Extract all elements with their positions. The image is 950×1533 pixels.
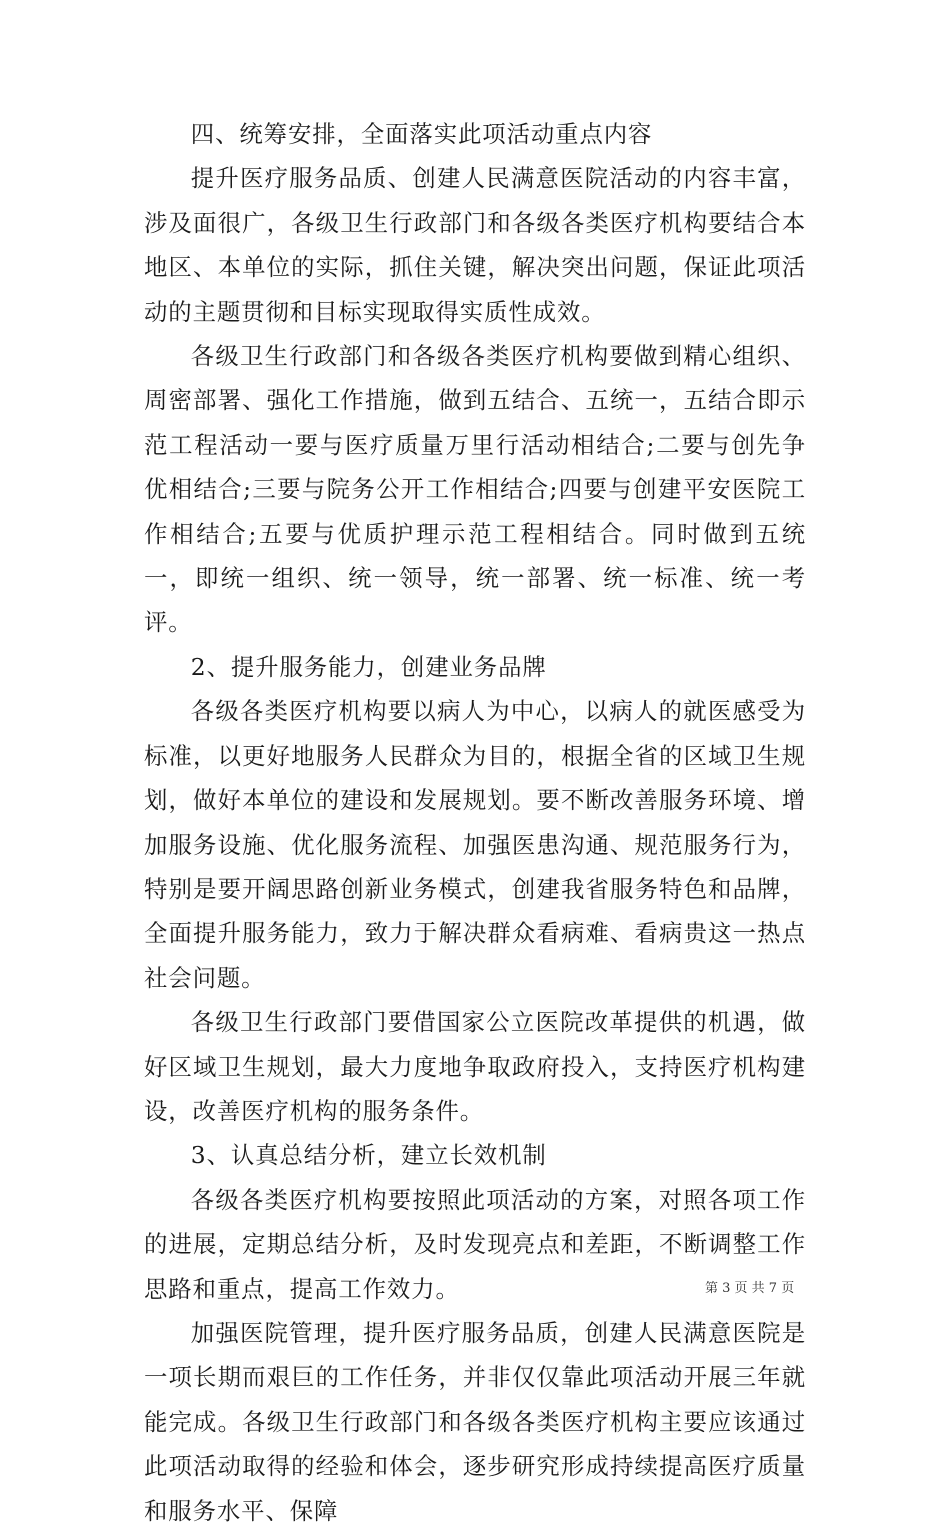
paragraph: 各级各类医疗机构要以病人为中心，以病人的就医感受为标准，以更好地服务人民群众为目的，根据全省的区域卫生规划，做好本单位的建设和发展规划。要不断改善服务环境、增加服务设施、优化服务流程、加强医患沟通、规范服务行为，特别是要开阔思路创新业务模式，创建我省服务特色和品牌，全面提升服务能力，致力于解决群众看病难、看病贵这一热点社会问题。 <box>144 697 806 992</box>
subheading-two: 2、提升服务能力，创建业务品牌 <box>190 652 547 681</box>
paragraph: 提升医疗服务品质、创建人民满意医院活动的内容丰富，涉及面很广，各级卫生行政部门和各级各类医疗机构要结合本地区、本单位的实际，抓住关键，解决突出问题，保证此项活动的主题贯彻和目标实现取得实质性成效。 <box>144 164 806 326</box>
paragraph: 各级卫生行政部门和各级各类医疗机构要做到精心组织、周密部署、强化工作措施，做到五结合、五统一，五结合即示范工程活动一要与医疗质量万里行活动相结合;二要与创先争优相结合;三要与院务公开工作相结合;四要与创建平安医院工作相结合;五要与优质护理示范工程相结合。同时做到五统一，即统一组织、统一领导，统一部署、统一标准、统一考评。 <box>144 342 806 637</box>
document-body <box>144 112 806 1533</box>
paragraph: 各级各类医疗机构要按照此项活动的方案，对照各项工作的进展，定期总结分析，及时发现亮点和差距，不断调整工作思路和重点，提高工作效力。 <box>144 1185 806 1303</box>
section-heading-four: 四、统筹安排，全面落实此项活动重点内容 <box>190 120 653 148</box>
paragraph: 各级卫生行政部门要借国家公立医院改革提供的机遇，做好区域卫生规划，最大力度地争取政府投入，支持医疗机构建设，改善医疗机构的服务条件。 <box>144 1008 806 1125</box>
page-number-footer: 第 3 页 共 7 页 <box>705 1281 795 1296</box>
subheading-three: 3、认真总结分析，建立长效机制 <box>190 1141 547 1170</box>
paragraph: 加强医院管理，提升医疗服务品质，创建人民满意医院是一项长期而艰巨的工作任务，并非仅仅靠此项活动开展三年就能完成。各级卫生行政部门和各级各类医疗机构主要应该通过此项活动取得的经验和体会，逐步研究形成持续提高医疗质量和服务水平、保障 <box>144 1318 806 1525</box>
